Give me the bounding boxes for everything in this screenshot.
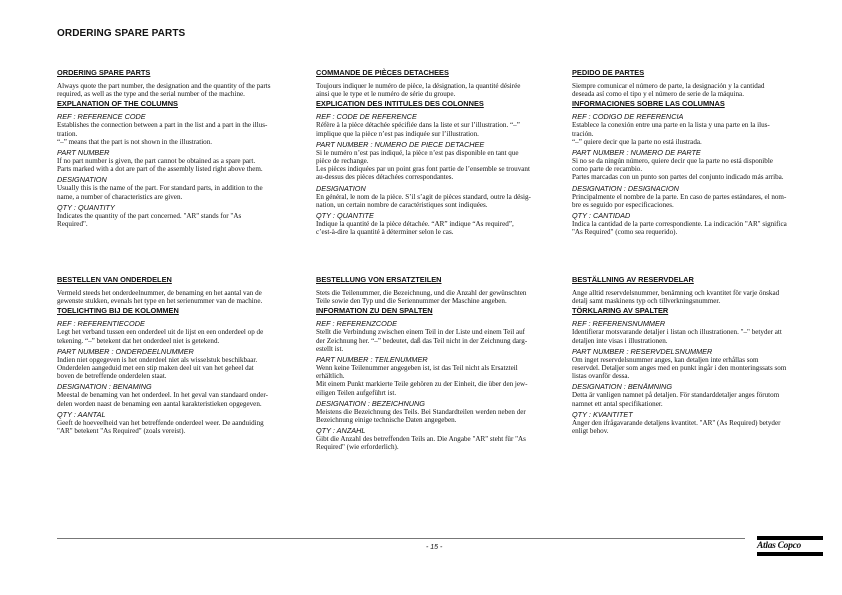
column-description-line: delen worden naast de benaming een aantal karakteristieken opgegeven. [57, 399, 262, 408]
column-description-line: Gibt die Anzahl des betreffenden Teils an. Die Angabe "AR" steht für "As [316, 435, 526, 444]
column-label: QTY : QUANTITE [316, 211, 374, 221]
column-description-line: como parte de recambio. [572, 165, 643, 174]
column-description-line: "AR" betekent "As Required" (zoals vereist). [57, 427, 186, 436]
column-description-line: Geeft de hoeveelheid van het betreffende onderdeel weer. De aanduiding [57, 418, 264, 427]
column-explanation-item [316, 140, 566, 182]
column-label: DESIGNATION [57, 175, 107, 185]
column-label: PART NUMBER : NUMERO DE PIECE DETACHEE [316, 139, 485, 149]
column-description-line: Principalmente el nombre de la parte. En caso de partes estándares, el nom- [572, 192, 787, 201]
footer-divider [57, 538, 745, 539]
section-title: COMMANDE DE PIÈCES DETACHEES [316, 68, 449, 77]
column-label: QTY : ANZAHL [316, 426, 366, 436]
section-spanish [572, 68, 822, 236]
intro-line: gewenste stukken, evenals het type en het serienummer van de machine. [57, 297, 263, 306]
intro-line: Stets die Teilenummer, die Bezeichnung, und die Anzahl der gewünschten [316, 289, 527, 297]
intro-line: Teile sowie den Typ und die Seriennummer der Maschine angeben. [316, 297, 507, 306]
column-explanation-item [572, 319, 822, 344]
column-description-line: tration. [57, 129, 78, 138]
column-explanation-item [316, 184, 566, 209]
column-label: DESIGNATION : BEZEICHNUNG [316, 398, 425, 408]
page-title: ORDERING SPARE PARTS [57, 28, 186, 39]
column-label: PART NUMBER [57, 148, 110, 158]
column-description-line: Stellt die Verbindung zwischen einem Teil in der Liste und einem Teil auf [316, 328, 526, 337]
column-label: REF : CODIGO DE REFERENCIA [572, 112, 684, 122]
column-explanation-item [316, 399, 566, 424]
column-label: REF : REFERENCE CODE [57, 112, 146, 122]
column-label: QTY : CANTIDAD [572, 211, 631, 221]
intro-line: detalj samt maskinens typ och tillverkningsnummer. [572, 297, 721, 306]
column-explanation-item [572, 148, 822, 182]
column-description-line: pièce de rechange. [316, 157, 369, 166]
column-description-line: boven de betreffende onderdelen staat. [57, 372, 167, 381]
column-description-line: der Zeichnung her. “–” bedeutet, daß das Teil nicht in der Zeichnung darg- [316, 336, 528, 345]
column-description-line: Les pièces indiquées par un point gras font partie de l’ensemble se trouvant [316, 165, 530, 174]
column-label: QTY : QUANTITY [57, 202, 115, 212]
column-description-line: Usually this is the name of the part. For standard parts, in addition to the [57, 184, 263, 193]
column-description-line: name, a number of characteristics are given. [57, 192, 183, 201]
column-description-line: Required" (wie erforderlich). [316, 443, 399, 452]
column-explanation-item [57, 112, 307, 146]
column-description-line: reservdel. Detaljer som anges med en punkt ingår i den monteringssats som [572, 364, 787, 373]
section-intro [316, 289, 566, 305]
column-explanation-item [316, 112, 566, 137]
column-description-line: detaljen inte visas i illustrationen. [572, 336, 668, 345]
section-intro [572, 82, 822, 98]
column-description-line: "As Required" (como sea requerido). [572, 228, 678, 237]
column-description-line: estellt ist. [316, 344, 344, 353]
column-description-line: namnet ett antal specifikationer. [572, 399, 663, 408]
section-french [316, 68, 566, 236]
column-explanation-item [572, 347, 822, 381]
column-label: REF : REFERENSNUMMER [572, 319, 666, 329]
intro-line: deseada así como el tipo y el número de serie de la máquina. [572, 90, 744, 99]
column-label: DESIGNATION [316, 183, 366, 193]
column-explanation-item [57, 175, 307, 200]
intro-line: Siempre comunicar el número de parte, la designación y la cantidad [572, 82, 765, 90]
column-description-line: eiligen Teilen aufgeführt ist. [316, 388, 397, 397]
column-label: PART NUMBER : TEILENUMMER [316, 355, 428, 365]
column-description-line: c’est-à-dire la quantité à déterminer selon le cas. [316, 228, 454, 237]
column-label: DESIGNATION : DESIGNACION [572, 183, 679, 193]
column-label: PART NUMBER : RESERVDELSNUMMER [572, 346, 713, 356]
column-explanation-item [57, 203, 307, 228]
section-title: BESTELLEN VAN ONDERDELEN [57, 275, 172, 284]
column-explanation-item [57, 148, 307, 173]
section-intro [57, 82, 307, 98]
intro-line: required, as well as the type and the serial number of the machine. [57, 90, 245, 99]
column-description-line: “–” quiere decir que la parte no está ilustrada. [572, 137, 702, 146]
column-explanation-item [572, 211, 822, 236]
intro-line: Always quote the part number, the designation and the quantity of the parts [57, 82, 271, 90]
column-label: REF : REFERENZCODE [316, 319, 397, 329]
column-description-line: Identifierar motsvarande detaljer i listan och illustrationen. "–" betyder att [572, 328, 782, 337]
logo-bar-bottom [757, 552, 823, 556]
column-label: REF : REFERENTIECODE [57, 319, 145, 329]
section-german [316, 275, 566, 452]
column-explanation-item [572, 382, 822, 407]
intro-line: Ange alltid reservdelsnummer, benämning och kvantitet för varje önskad [572, 289, 780, 297]
section-intro [57, 289, 307, 305]
section-title: PEDIDO DE PARTES [572, 68, 645, 77]
intro-line: ainsi que le type et le numéro de série du groupe. [316, 90, 456, 99]
columns-explanation-title: TÖRKLARING AV SPALTER [572, 306, 669, 316]
column-label: DESIGNATION : BENAMING [57, 382, 152, 392]
column-explanation-item [316, 319, 566, 353]
column-description-line: Si no se da ningún número, quiere decir que la parte no está disponible [572, 157, 773, 166]
column-description-line: Required". [57, 220, 88, 229]
column-description-line: Detta är vanligen namnet på detaljen. För standarddetaljer anges förutom [572, 391, 780, 400]
column-explanation-item [572, 184, 822, 209]
column-description-line: Si le numéro n’est pas indiqué, la pièce n’est pas disponible en tant que [316, 148, 519, 157]
column-description-line: If no part number is given, the part cannot be obtained as a spare part. [57, 157, 256, 166]
column-description-line: erhältlich. [316, 372, 345, 381]
column-description-line: listas ovanför dessa. [572, 372, 630, 381]
column-label: QTY : KVANTITET [572, 409, 633, 419]
column-description-line: En général, le nom de la pièce. S’il s’agit de pièces standard, outre la désig- [316, 192, 531, 201]
column-description-line: bre es seguido por especificaciones. [572, 200, 674, 209]
column-description-line: Parts marked with a dot are part of the assembly listed right above them. [57, 165, 263, 174]
section-english [57, 68, 307, 228]
column-description-line: Mit einem Punkt markierte Teile gehören zu der Einheit, die über den jew- [316, 380, 528, 389]
columns-explanation-title: INFORMACIONES SOBRE LAS COLUMNAS [572, 99, 725, 109]
columns-explanation-title: INFORMATION ZU DEN SPALTEN [316, 306, 433, 316]
column-description-line: Partes marcadas con un punto son partes del conjunto indicado más arriba. [572, 173, 784, 182]
column-description-line: Establece la conexión entre una parte en la lista y una parte en la ilus- [572, 121, 770, 130]
column-explanation-item [57, 410, 307, 435]
column-description-line: Meistens die Bezeichnung des Teils. Bei Standardteilen werden neben der [316, 407, 526, 416]
column-explanation-item [572, 112, 822, 146]
columns-explanation-title: EXPLANATION OF THE COLUMNS [57, 99, 178, 109]
column-explanation-item [57, 347, 307, 381]
section-dutch [57, 275, 307, 435]
column-label: QTY : AANTAL [57, 409, 106, 419]
column-description-line: Onderdelen aangeduid met een stip maken deel uit van het geheel dat [57, 364, 254, 373]
column-description-line: “–” means that the part is not shown in the illustration. [57, 137, 213, 146]
column-explanation-item [57, 382, 307, 407]
column-description-line: nation, un certain nombre de caractéristiques sont indiquées. [316, 200, 488, 209]
column-label: DESIGNATION : BENÄMNING [572, 382, 673, 392]
column-description-line: Establishes the connection between a part in the list and a part in the illus- [57, 121, 268, 130]
column-explanation-item [57, 319, 307, 344]
column-description-line: tekening. “–” betekent dat het onderdeel niet is getekend. [57, 336, 220, 345]
column-description-line: Wenn keine Teilenummer angegeben ist, ist das Teil nicht als Ersatzteil [316, 364, 518, 373]
column-description-line: Legt het verband tussen een onderdeel uit de lijst en een onderdeel op de [57, 328, 264, 337]
column-description-line: Indicates the quantity of the part concerned. "AR" stands for "As [57, 211, 242, 220]
column-description-line: au-dessus des pièces détachées correspondantes. [316, 173, 454, 182]
column-description-line: enligt behov. [572, 427, 609, 436]
column-explanation-item [316, 211, 566, 236]
column-description-line: Meestal de benaming van het onderdeel. In het geval van standaard onder- [57, 391, 269, 400]
columns-explanation-title: TOELICHTING BIJ DE KOLOMMEN [57, 306, 179, 316]
column-description-line: Réfère à la pièce détachée spécifiée dans la liste et sur l’illustration. “–” [316, 121, 520, 130]
column-description-line: implique que la pièce n’est pas indiquée sur l’illustration. [316, 129, 479, 138]
column-explanation-item [572, 410, 822, 435]
column-explanation-item [316, 355, 566, 397]
column-explanation-item [316, 426, 566, 451]
column-label: REF : CODE DE REFERENCE [316, 112, 417, 122]
column-label: PART NUMBER : ONDERDEELNUMMER [57, 346, 194, 356]
atlas-copco-logo [757, 536, 823, 556]
section-swedish [572, 275, 822, 435]
column-label: PART NUMBER : NUMERO DE PARTE [572, 148, 701, 158]
column-description-line: Anger den ifrågavarande detaljens kvantitet. "AR" (As Required) betyder [572, 418, 781, 427]
section-intro [572, 289, 822, 305]
page-number: - 15 - [426, 544, 443, 551]
column-description-line: Bezeichnung einige technische Daten angegeben. [316, 416, 457, 425]
section-title: BESTELLUNG VON ERSATZTEILEN [316, 275, 442, 284]
column-description-line: tración. [572, 129, 594, 138]
section-intro [316, 82, 566, 98]
intro-line: Toujours indiquer le numéro de pièce, la désignation, la quantité désirée [316, 82, 521, 90]
section-title: ORDERING SPARE PARTS [57, 68, 151, 77]
intro-line: Vermeld steeds het onderdeelnummer, de benaming en het aantal van de [57, 289, 262, 297]
column-description-line: Indica la cantidad de la parte correspondiente. La indicación "AR" significa [572, 220, 787, 229]
section-title: BESTÄLLNING AV RESERVDELAR [572, 275, 694, 284]
column-description-line: Indique la quantité de la pièce détachée. “AR” indique “As required”, [316, 220, 514, 229]
column-description-line: Indien niet opgegeven is het onderdeel niet als wisselstuk beschikbaar. [57, 355, 258, 364]
columns-explanation-title: EXPLICATION DES INTITULES DES COLONNES [316, 99, 484, 109]
column-description-line: Om inget reservdelsnummer anges, kan detaljen inte erhållas som [572, 355, 759, 364]
logo-text: Atlas Copco [757, 541, 801, 551]
